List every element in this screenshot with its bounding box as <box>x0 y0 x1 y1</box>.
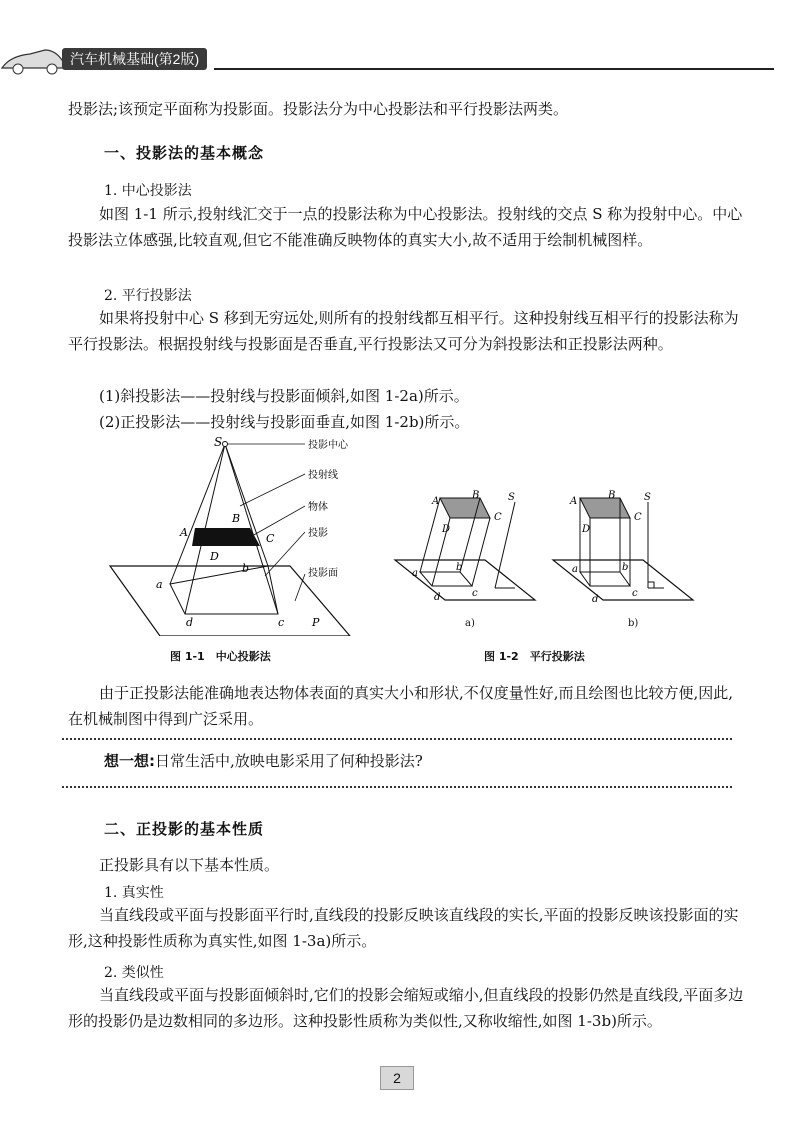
2a-label-d: d <box>434 592 441 603</box>
label-b: b <box>242 562 250 575</box>
figure-1-1 <box>100 436 370 636</box>
2b-label-A: A <box>570 496 578 507</box>
label-D: D <box>210 550 219 563</box>
item-oblique: (1)斜投影法——投射线与投影面倾斜,如图 1-2a)所示。 <box>99 387 469 405</box>
2b-label-D: D <box>582 524 591 535</box>
2a-label-B: B <box>472 490 480 501</box>
2b-label-a: a <box>572 564 578 575</box>
prop2-paragraph: 当直线段或平面与投影面倾斜时,它们的投影会缩短或缩小,但直线段的投影仍然是直线段,平面多边形的投影仍是边数相同的多边形。这种投影性质称为类似性,又称收缩性,如图 1-3b)所示。 <box>68 986 744 1030</box>
label-d: d <box>186 616 194 629</box>
central-projection-paragraph: 如图 1-1 所示,投射线汇交于一点的投影法称为中心投影法。投射线的交点 S 称为投射中心。中心投影法立体感强,比较直观,但它不能准确反映物体的真实大小,故不适用于绘制机械图样。 <box>68 205 743 249</box>
2a-label-c: c <box>472 588 478 599</box>
label-projection: 投影 <box>308 528 328 539</box>
label-C: C <box>266 532 275 545</box>
header-rule <box>214 68 774 70</box>
think-label: 想一想: <box>104 752 155 770</box>
2b-label-b: b <box>622 562 629 573</box>
2b-label-d: d <box>592 594 599 605</box>
object-quad <box>192 528 260 546</box>
think-box <box>104 748 784 774</box>
2a-label-S: S <box>508 492 515 503</box>
2a-label-b: b <box>456 562 463 573</box>
sub2-title: 2. 平行投影法 <box>104 288 192 304</box>
2a-label-D: D <box>442 524 451 535</box>
book-title: 汽车机械基础(第2版) <box>62 48 207 70</box>
label-S: S <box>214 436 223 449</box>
sub1-title: 1. 中心投影法 <box>104 183 192 199</box>
car-logo-icon <box>0 38 70 78</box>
label-projection-ray: 投射线 <box>308 470 338 481</box>
think-box-bottom-rule <box>62 786 732 788</box>
figure-1-2a <box>390 490 540 630</box>
page-number: 2 <box>380 1066 414 1090</box>
think-question: 日常生活中,放映电影采用了何种投影法? <box>155 752 423 770</box>
label-P: P <box>312 616 320 629</box>
figure-1-2-caption: 图 1-2 平行投影法 <box>484 650 585 663</box>
prop2-title: 2. 类似性 <box>104 965 164 981</box>
prop1-title: 1. 真实性 <box>104 885 164 901</box>
figure-1-2b <box>548 490 698 630</box>
figure-1-2a-sublabel: a) <box>465 618 475 629</box>
label-A: A <box>180 526 188 539</box>
2a-label-C: C <box>494 512 502 523</box>
label-B: B <box>232 512 241 525</box>
label-projection-center: 投影中心 <box>308 440 348 451</box>
figure-1-1-caption: 图 1-1 中心投影法 <box>170 650 271 663</box>
orthographic-advantage-paragraph: 由于正投影法能准确地表达物体表面的真实大小和形状,不仅度量性好,而且绘图也比较方便,因此,在机械制图中得到广泛采用。 <box>68 684 734 728</box>
2b-label-c: c <box>632 588 638 599</box>
prop1-paragraph: 当直线段或平面与投影面平行时,直线段的投影反映该直线段的实长,平面的投影反映该投影面的实形,这种投影性质称为真实性,如图 1-3a)所示。 <box>68 906 739 950</box>
label-c: c <box>278 616 285 629</box>
label-a: a <box>156 578 163 591</box>
section2-title: 二、正投影的基本性质 <box>104 820 265 838</box>
label-projection-plane: 投影面 <box>308 568 338 579</box>
2a-label-A: A <box>432 496 440 507</box>
figure-1-2b-sublabel: b) <box>628 618 639 629</box>
section2-intro: 正投影具有以下基本性质。 <box>99 856 280 874</box>
2b-label-S: S <box>644 492 651 503</box>
section1-title: 一、投影法的基本概念 <box>104 144 265 162</box>
think-box-top-rule <box>62 738 732 740</box>
2b-label-B: B <box>608 490 616 501</box>
item-orthographic: (2)正投影法——投射线与投影面垂直,如图 1-2b)所示。 <box>99 413 470 431</box>
parallel-projection-paragraph: 如果将投射中心 S 移到无穷远处,则所有的投射线都互相平行。这种投射线互相平行的投影法称为平行投影法。根据投射线与投影面是否垂直,平行投影法又可分为斜投影法和正投影法两种。 <box>68 309 739 353</box>
2a-label-a: a <box>412 568 418 579</box>
label-object: 物体 <box>308 502 328 513</box>
2b-label-C: C <box>634 512 642 523</box>
intro-paragraph: 投影法;该预定平面称为投影面。投影法分为中心投影法和平行投影法两类。 <box>68 100 569 118</box>
